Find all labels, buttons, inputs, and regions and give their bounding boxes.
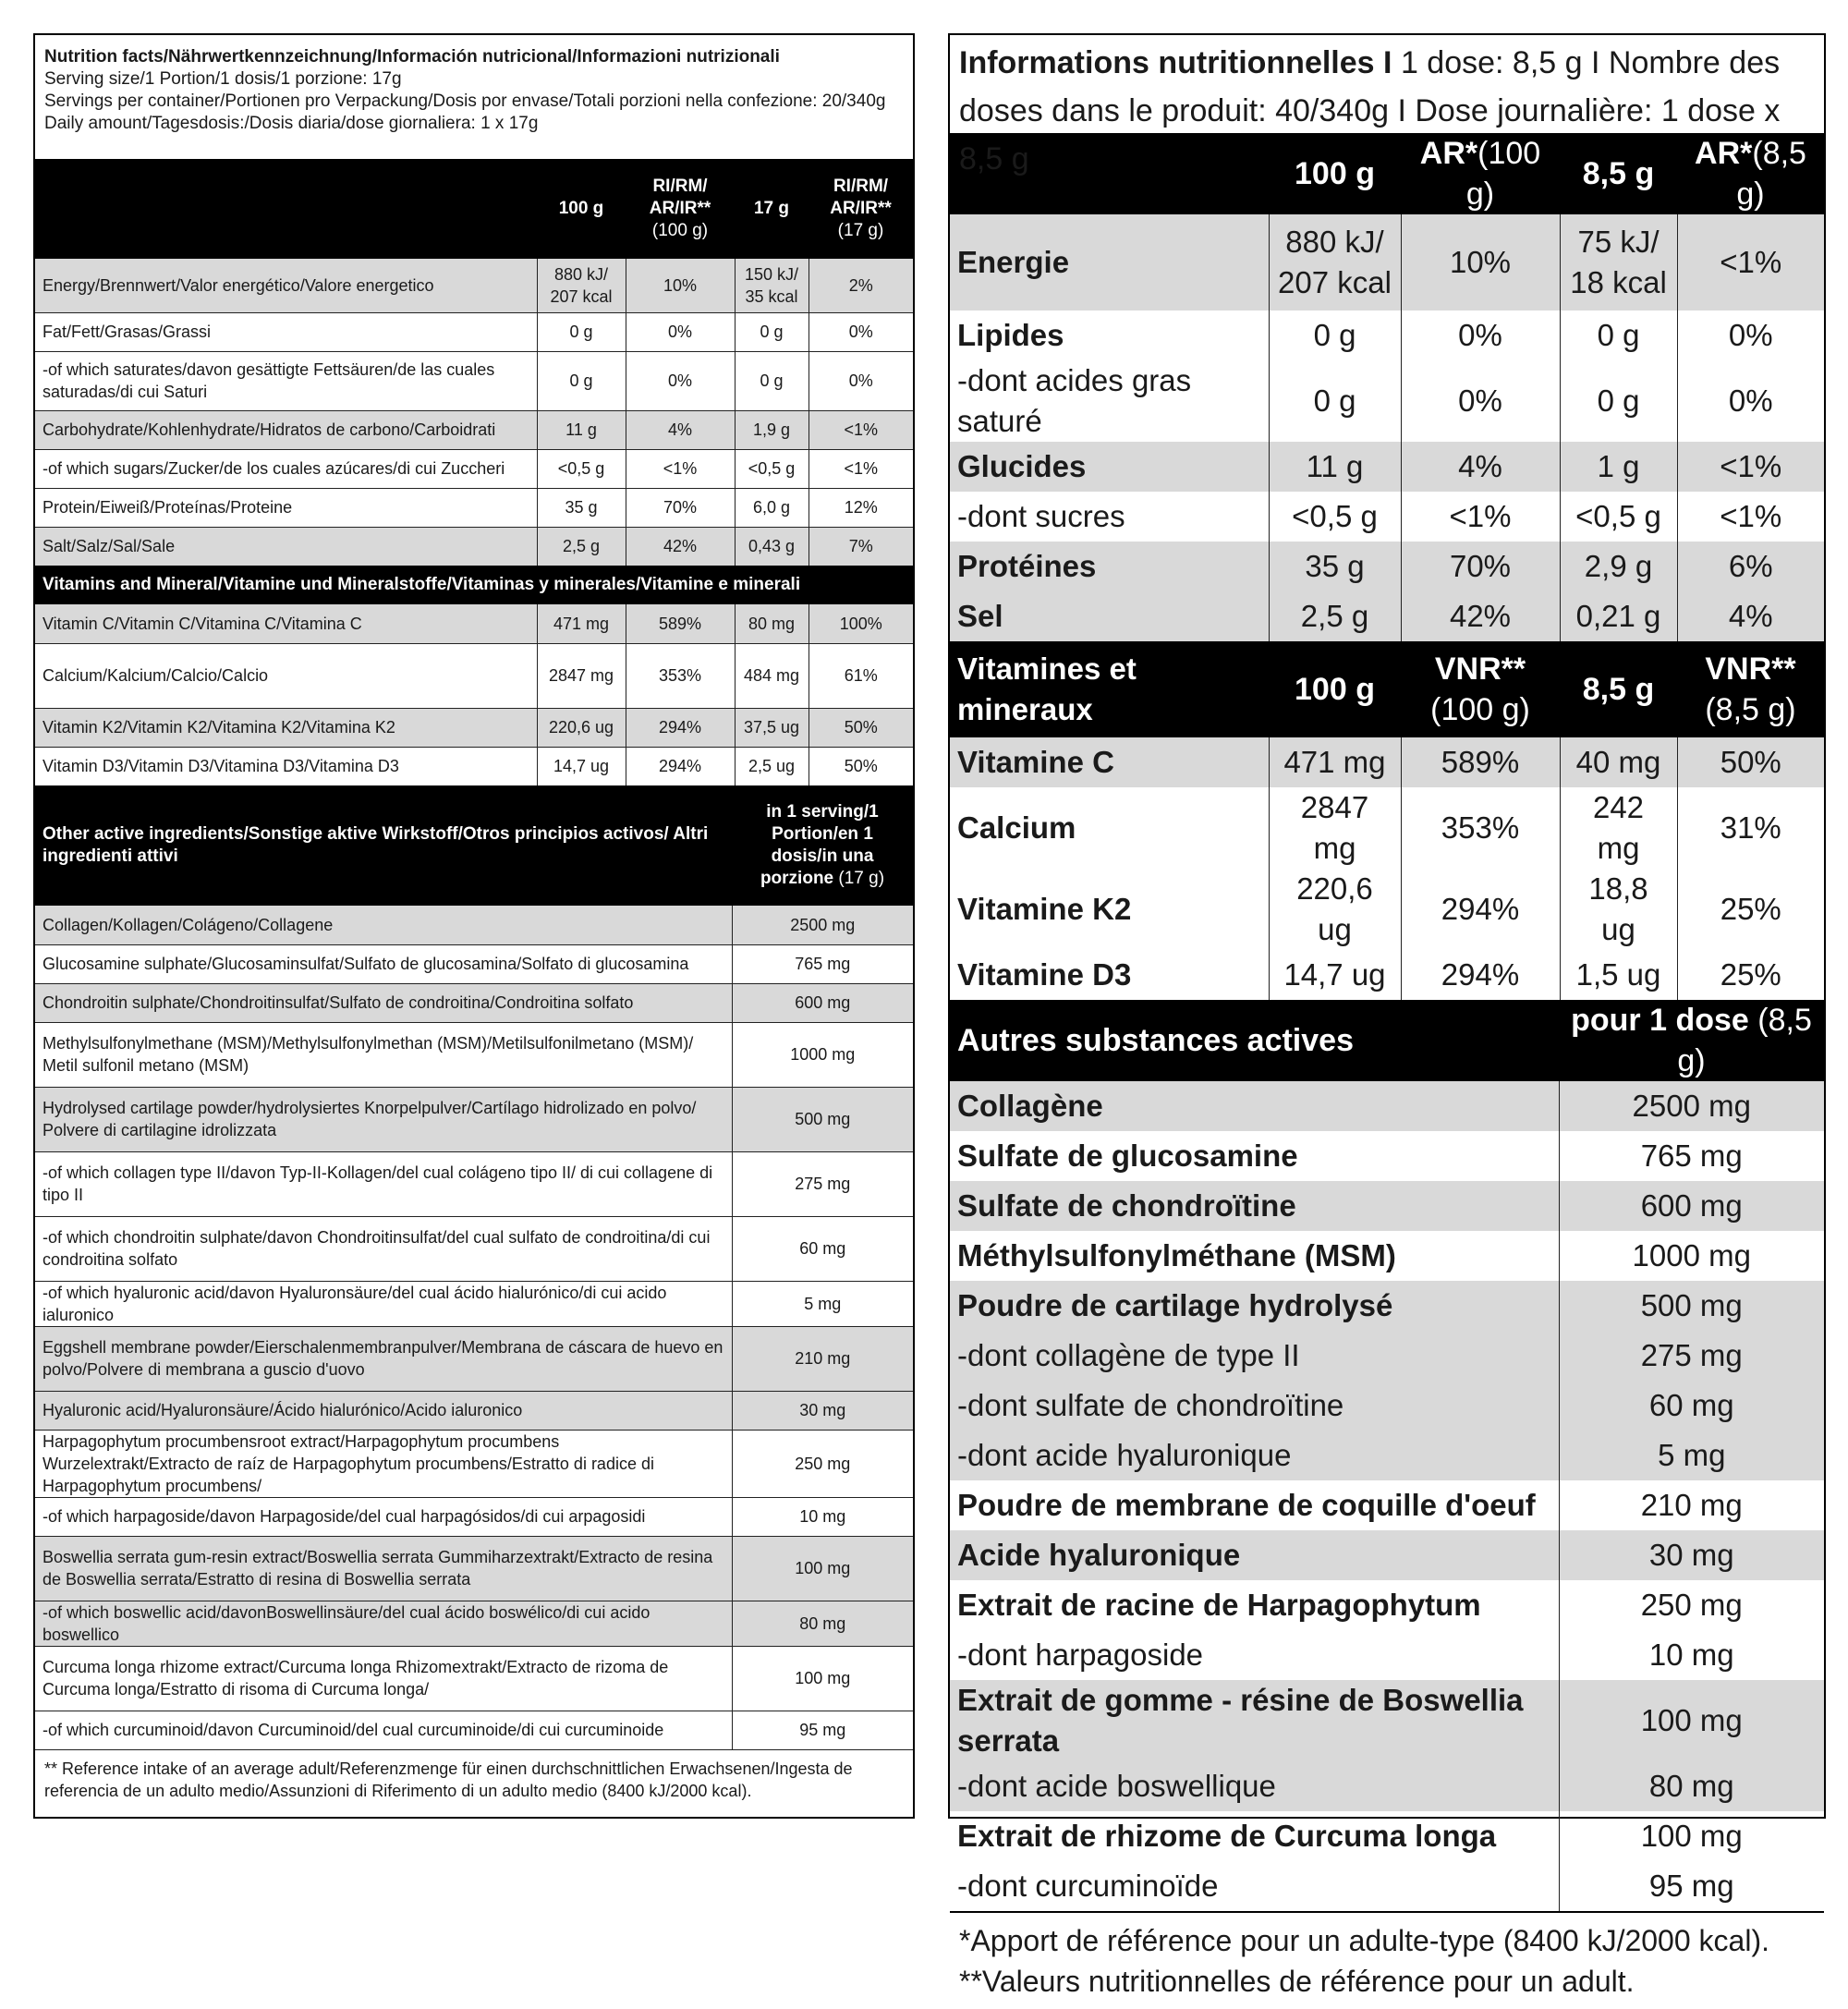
table-cell: 11 g [537,410,626,449]
table-cell: 0% [1677,310,1824,360]
table-cell: 0% [808,312,913,351]
table-cell: 1000 mg [1559,1231,1824,1281]
table-row [35,1601,913,1646]
row-label: -dont acide hyaluronique [950,1431,1559,1480]
table-cell: 70% [1401,542,1560,591]
table-cell: 242 mg [1560,787,1677,869]
row-label: Acide hyaluronique [950,1530,1559,1580]
right-col-arserv: AR*(8,5 g) [1677,133,1824,214]
table-cell: 275 mg [732,1151,913,1216]
table-row [950,1381,1824,1431]
row-label: Hyaluronic acid/Hyaluronsäure/Ácido hialurónico/Acido ialuronico [35,1391,732,1430]
left-col-ri100: RI/RM/ AR/IR** (100 g) [626,159,735,259]
table-row [950,869,1824,950]
right-nutrition-table [950,133,1824,1000]
table-cell: 589% [1401,737,1560,787]
table-cell: 500 mg [732,1087,913,1151]
row-label: -dont sulfate de chondroïtine [950,1381,1559,1431]
table-cell: 18,8 ug [1560,869,1677,950]
right-title: Informations nutritionnelles [959,45,1375,80]
left-other-rows [35,906,913,1749]
table-row [950,1231,1824,1281]
table-cell: 75 kJ/ 18 kcal [1560,214,1677,310]
table-cell: 500 mg [1559,1281,1824,1331]
table-cell: 2500 mg [1559,1081,1824,1131]
table-cell: 353% [626,643,735,708]
left-other-col: in 1 serving/1 Portion/en 1 dosis/in una porzione (17 g) [732,785,913,906]
table-cell: 471 mg [537,604,626,643]
table-cell: 80 mg [735,604,808,643]
table-cell: 0% [626,312,735,351]
table-cell: 4% [1677,591,1824,641]
table-row [950,1811,1824,1861]
table-cell: 294% [1401,869,1560,950]
table-cell: 35 g [1269,542,1401,591]
right-other-header [950,1000,1824,1081]
table-cell: 95 mg [732,1711,913,1749]
table-cell: 2,9 g [1560,542,1677,591]
row-label: Vitamine C [950,737,1269,787]
nutrition-label-french [948,33,1826,1998]
row-label: Carbohydrate/Kohlenhydrate/Hidratos de carbono/Carboidrati [35,410,537,449]
table-cell: 30 mg [732,1391,913,1430]
row-label: Collagen/Kollagen/Colágeno/Collagene [35,906,732,944]
table-cell: 589% [626,604,735,643]
table-cell: 80 mg [1559,1761,1824,1811]
row-label: Méthylsulfonylméthane (MSM) [957,1238,1396,1272]
table-row [950,1630,1824,1680]
table-cell: 5 mg [732,1281,913,1326]
row-label: Calcium/Kalcium/Calcio/Calcio [35,643,537,708]
row-label: Curcuma longa rhizome extract/Curcuma longa Rhizomextrakt/Extracto de rizoma de Curcuma longa/Estratto di risoma di Curcuma longa/ [35,1646,732,1711]
row-label: Vitamin C/Vitamin C/Vitamina C/Vitamina C [35,604,537,643]
right-header: Informations nutritionnelles I 1 dose: 8,5 g I Nombre des doses dans le produit: 40/340g I Dose journalière: 1 dose x 8,5 g [959,45,1781,177]
left-vitamins-header: Vitamins and Mineral/Vitamine und Mineralstoffe/Vitaminas y minerales/Vitamine e minerali [35,566,913,604]
table-cell: 95 mg [1559,1861,1824,1911]
row-label: Sulfate de chondroïtine [950,1181,1559,1231]
table-row [950,1580,1824,1630]
table-row [950,214,1824,310]
table-cell: 50% [1677,737,1824,787]
table-cell: 25% [1677,950,1824,1000]
table-cell: 100% [808,604,913,643]
table-cell: <1% [808,410,913,449]
row-label: Extrait de racine de Harpagophytum [957,1588,1481,1622]
table-cell: 2847 mg [1269,787,1401,869]
table-cell: <1% [1401,492,1560,542]
left-title: Nutrition facts/Nährwertkennzeichnung/Información nutricional/Informazioni nutrizionali [44,47,780,67]
left-servings-per-container: Servings per container/Portionen pro Verpackung/Dosis por envase/Totali porzioni nella confezione: 20/340g [44,91,886,111]
row-label: -dont acides gras saturé [957,363,1192,438]
table-cell: 1 g [1560,442,1677,492]
row-label: -dont harpagoside [957,1638,1204,1672]
table-row [950,737,1824,787]
right-nutrition-rows [950,214,1824,641]
table-cell: 294% [626,747,735,785]
table-cell: 2847 mg [537,643,626,708]
row-label: Vitamine D3 [957,957,1132,992]
table-row [950,442,1824,492]
table-cell: 250 mg [732,1430,913,1497]
table-cell: 220,6 ug [1269,869,1401,950]
table-cell: 0 g [735,351,808,410]
row-label: Hydrolysed cartilage powder/hydrolysiertes Knorpelpulver/Cartílago hidrolizado en polvo/ Polvere di cartilagine idrolizzata [35,1087,732,1151]
left-daily-amount: Daily amount/Tagesdosis:/Dosis diaria/dose giornaliera: 1 x 17g [44,114,539,133]
row-label: Boswellia serrata gum-resin extract/Boswellia serrata Gummiharzextrakt/Extracto de resina de Boswellia serrata/Estratto di resina di Boswellia serrata [35,1536,732,1601]
table-cell: 4% [1401,442,1560,492]
table-cell: 0 g [735,312,808,351]
table-cell: 210 mg [1559,1480,1824,1530]
right-dose: 1 dose: 8,5 g [1400,45,1583,80]
table-row [35,906,913,944]
table-row [35,1151,913,1216]
row-label: Vitamin D3/Vitamin D3/Vitamina D3/Vitamina D3 [35,747,537,785]
table-cell: 4% [626,410,735,449]
table-cell: 765 mg [1559,1131,1824,1181]
right-col-ar100: AR*(100 g) [1401,133,1560,214]
table-row [950,591,1824,641]
row-label: -of which chondroitin sulphate/davon Chondroitinsulfat/del cual sulfato de condroitina/di cui condroitina solfato [35,1216,732,1281]
table-cell: 0% [626,351,735,410]
table-cell: 294% [1401,950,1560,1000]
table-row [35,643,913,708]
right-footnote: *Apport de référence pour un adulte-type (8400 kJ/2000 kcal). **Valeurs nutritionnelles de référence pour un adult. [950,1911,1824,2009]
table-cell: 37,5 ug [735,708,808,747]
table-cell: 25% [1677,869,1824,950]
table-cell: 2500 mg [732,906,913,944]
table-cell: 0 g [1560,310,1677,360]
table-row [35,1326,913,1391]
row-label: Poudre de cartilage hydrolysé [950,1281,1559,1331]
table-row [35,1711,913,1749]
table-row [35,747,913,785]
table-cell: <0,5 g [1269,492,1401,542]
table-row [950,1861,1824,1911]
table-cell: 100 mg [1559,1811,1824,1861]
table-row [950,310,1824,360]
table-cell: 210 mg [732,1326,913,1391]
table-cell: 1,5 ug [1560,950,1677,1000]
table-row [35,604,913,643]
table-row [35,1430,913,1497]
table-row [35,1087,913,1151]
right-other-rows [950,1081,1824,1911]
table-cell: 6% [1677,542,1824,591]
table-cell: 275 mg [1559,1331,1824,1381]
table-row [950,787,1824,869]
right-other-title: Autres substances actives [950,1000,1559,1081]
row-label: Calcium [957,810,1076,845]
table-cell: 10 mg [732,1497,913,1536]
row-label: -of which sugars/Zucker/de los cuales azúcares/di cui Zuccheri [35,449,537,488]
left-serving-size: Serving size/1 Portion/1 dosis/1 porzione: 17g [44,69,402,89]
row-label: -of which hyaluronic acid/davon Hyaluronsäure/del cual ácido hialurónico/di cui acido ialuronico [35,1281,732,1326]
table-cell: 0 g [1269,360,1401,442]
table-cell: 14,7 ug [537,747,626,785]
row-label: Fat/Fett/Grasas/Grassi [35,312,537,351]
row-label: Protein/Eiweiß/Proteínas/Proteine [35,488,537,527]
table-cell: 1000 mg [732,1022,913,1087]
table-row [35,1022,913,1087]
table-row [950,360,1824,442]
table-cell: <0,5 g [735,449,808,488]
table-row [950,542,1824,591]
table-cell: 10% [1401,214,1560,310]
table-cell: 6,0 g [735,488,808,527]
table-row [950,950,1824,1000]
left-footnote: ** Reference intake of an average adult/Referenzmenge für einen durchschnittlichen Erwachsenen/Ingesta de referencia de un adulto medio/Assunzioni di Riferimento di un adulto medio (8400 kJ/2000 kcal). [35,1749,913,1809]
table-cell: 0% [808,351,913,410]
table-cell: 0% [1677,360,1824,442]
table-row [950,1181,1824,1231]
table-cell: 2% [808,259,913,312]
table-row [35,488,913,527]
table-cell: 0,21 g [1560,591,1677,641]
table-cell: 70% [626,488,735,527]
table-cell: 50% [808,708,913,747]
table-cell: 11 g [1269,442,1401,492]
table-row [950,492,1824,542]
right-vitamin-rows [950,737,1824,1000]
table-cell: 353% [1401,787,1560,869]
left-vitamin-rows [35,604,913,785]
row-label: Harpagophytum procumbensroot extract/Harpagophytum procumbens Wurzelextrakt/Extracto de raíz de Harpagophytum procumbens/Estratto di radice di Harpagophytum procumbens/ [35,1430,732,1497]
row-label: Chondroitin sulphate/Chondroitinsulfat/Sulfato de condroitina/Condroitina solfato [35,983,732,1022]
nutrition-label-multilingual [33,33,915,1819]
row-label: -of which saturates/davon gesättigte Fettsäuren/de las cuales saturadas/di cui Saturi [35,351,537,410]
table-cell: 0% [1401,360,1560,442]
row-label: -dont sucres [957,499,1125,533]
left-nutrition-table [35,159,913,785]
table-row [35,1391,913,1430]
table-cell: 220,6 ug [537,708,626,747]
table-cell: 600 mg [1559,1181,1824,1231]
table-cell: 1,9 g [735,410,808,449]
right-other-col: pour 1 dose (8,5 g) [1559,1000,1824,1081]
row-label: Energie [950,214,1269,310]
right-col-serving: 8,5 g [1560,133,1677,214]
row-label: Eggshell membrane powder/Eierschalenmembranpulver/Membrana de cáscara de huevo en polvo/Polvere di membrana a guscio d'uovo [35,1326,732,1391]
table-cell: 12% [808,488,913,527]
table-cell: 0% [1401,310,1560,360]
table-cell: 14,7 ug [1269,950,1401,1000]
table-row [35,708,913,747]
table-cell: 31% [1677,787,1824,869]
left-other-table [35,785,913,1749]
row-label: Energy/Brennwert/Valor energético/Valore energetico [35,259,537,312]
left-col-serving: 17 g [735,159,808,259]
left-header [35,35,913,159]
table-cell: 2,5 g [537,527,626,566]
row-label: -of which boswellic acid/davonBoswellinsäure/del cual ácido boswélico/di cui acido boswellico [35,1601,732,1646]
table-row [950,1131,1824,1181]
table-cell: 30 mg [1559,1530,1824,1580]
table-cell: 471 mg [1269,737,1401,787]
table-row [35,312,913,351]
row-label: Sulfate de glucosamine [957,1138,1298,1173]
table-cell: <1% [1677,214,1824,310]
left-nutrition-rows [35,259,913,566]
table-cell: 765 mg [732,944,913,983]
table-cell: <0,5 g [1560,492,1677,542]
left-other-title: Other active ingredients/Sonstige aktive Wirkstoff/Otros principios activos/ Altri ingredienti attivi [35,785,732,906]
right-col-100g: 100 g [1269,133,1401,214]
table-row [35,1216,913,1281]
table-row [950,1331,1824,1381]
row-label: Extrait de gomme - résine de Boswellia serrata [950,1680,1559,1761]
row-label: Methylsulfonylmethane (MSM)/Methylsulfonylmethan (MSM)/Metilsulfonilmetano (MSM)/ Metil sulfonil metano (MSM) [35,1022,732,1087]
table-cell: 0 g [537,312,626,351]
table-cell: 61% [808,643,913,708]
table-cell: 5 mg [1559,1431,1824,1480]
row-label: Poudre de membrane de coquille d'oeuf [957,1488,1536,1522]
table-row [35,449,913,488]
right-doses-count: Nombre des doses dans le produit: 40/340g [959,45,1781,128]
table-cell: 50% [808,747,913,785]
right-daily-dose: Dose journalière: 1 dose x 8,5 g [959,93,1781,177]
row-label: Glucosamine sulphate/Glucosaminsulfat/Sulfato de glucosamina/Solfato di glucosamina [35,944,732,983]
left-col-riserv: RI/RM/ AR/IR** (17 g) [808,159,913,259]
row-label: Vitamine K2 [957,892,1132,926]
table-cell: 100 mg [732,1646,913,1711]
table-row [35,351,913,410]
table-cell: <1% [808,449,913,488]
row-label: Salt/Salz/Sal/Sale [35,527,537,566]
left-col-100g: 100 g [537,159,626,259]
table-row [950,1480,1824,1530]
row-label: -dont collagène de type II [950,1331,1559,1381]
row-label: -of which collagen type II/davon Typ-II-Kollagen/del cual colágeno tipo II/ di cui collagene di tipo II [35,1151,732,1216]
row-label: -of which harpagoside/davon Harpagoside/del cual harpagósidos/di cui arpagosidi [35,1497,732,1536]
table-row [950,1530,1824,1580]
row-label: -of which curcuminoid/davon Curcuminoid/del cual curcuminoide/di cui curcuminoide [35,1711,732,1749]
row-label: -dont acide boswellique [950,1761,1559,1811]
table-cell: 7% [808,527,913,566]
table-row [950,1281,1824,1331]
table-cell: 100 mg [732,1536,913,1601]
table-row [35,259,913,312]
row-label: Collagène [950,1081,1559,1131]
table-cell: 0 g [537,351,626,410]
table-row [35,1497,913,1536]
table-cell: 150 kJ/ 35 kcal [735,259,808,312]
table-cell: 42% [1401,591,1560,641]
table-cell: 2,5 g [1269,591,1401,641]
row-label: Sel [950,591,1269,641]
table-cell: <0,5 g [537,449,626,488]
right-vitamins-header: Vitamines et mineraux 100 g VNR** (100 g) 8,5 g VNR** (8,5 g) [950,641,1824,737]
table-cell: 42% [626,527,735,566]
table-row [950,1081,1824,1131]
table-row [950,1761,1824,1811]
table-row [35,1536,913,1601]
table-row [950,1431,1824,1480]
table-cell: 2,5 ug [735,747,808,785]
table-cell: 80 mg [732,1601,913,1646]
left-nutrition-header [35,159,913,259]
table-cell: 250 mg [1559,1580,1824,1630]
table-cell: 35 g [537,488,626,527]
table-cell: 484 mg [735,643,808,708]
right-other-table [950,1000,1824,1911]
table-row [35,1646,913,1711]
table-cell: 60 mg [1559,1381,1824,1431]
row-label: Extrait de rhizome de Curcuma longa [957,1819,1497,1853]
table-cell: <1% [626,449,735,488]
left-other-header [35,785,913,906]
right-nutrition-header [950,133,1824,214]
row-label: Glucides [950,442,1269,492]
table-cell: <1% [1677,442,1824,492]
table-cell: 10% [626,259,735,312]
table-row [35,1281,913,1326]
table-row [35,410,913,449]
row-label: -dont curcuminoïde [957,1869,1219,1903]
table-row [35,983,913,1022]
table-cell: 40 mg [1560,737,1677,787]
table-cell: 880 kJ/ 207 kcal [537,259,626,312]
table-cell: 100 mg [1559,1680,1824,1761]
row-label: Vitamin K2/Vitamin K2/Vitamina K2/Vitamina K2 [35,708,537,747]
row-label: Lipides [957,318,1064,352]
table-cell: <1% [1677,492,1824,542]
table-row [950,1680,1824,1761]
table-cell: 0,43 g [735,527,808,566]
table-cell: 10 mg [1559,1630,1824,1680]
table-row [35,527,913,566]
table-cell: 600 mg [732,983,913,1022]
table-cell: 294% [626,708,735,747]
table-cell: 0 g [1560,360,1677,442]
table-cell: 880 kJ/ 207 kcal [1269,214,1401,310]
table-row [35,944,913,983]
table-cell: 0 g [1269,310,1401,360]
table-cell: 60 mg [732,1216,913,1281]
row-label: Protéines [950,542,1269,591]
